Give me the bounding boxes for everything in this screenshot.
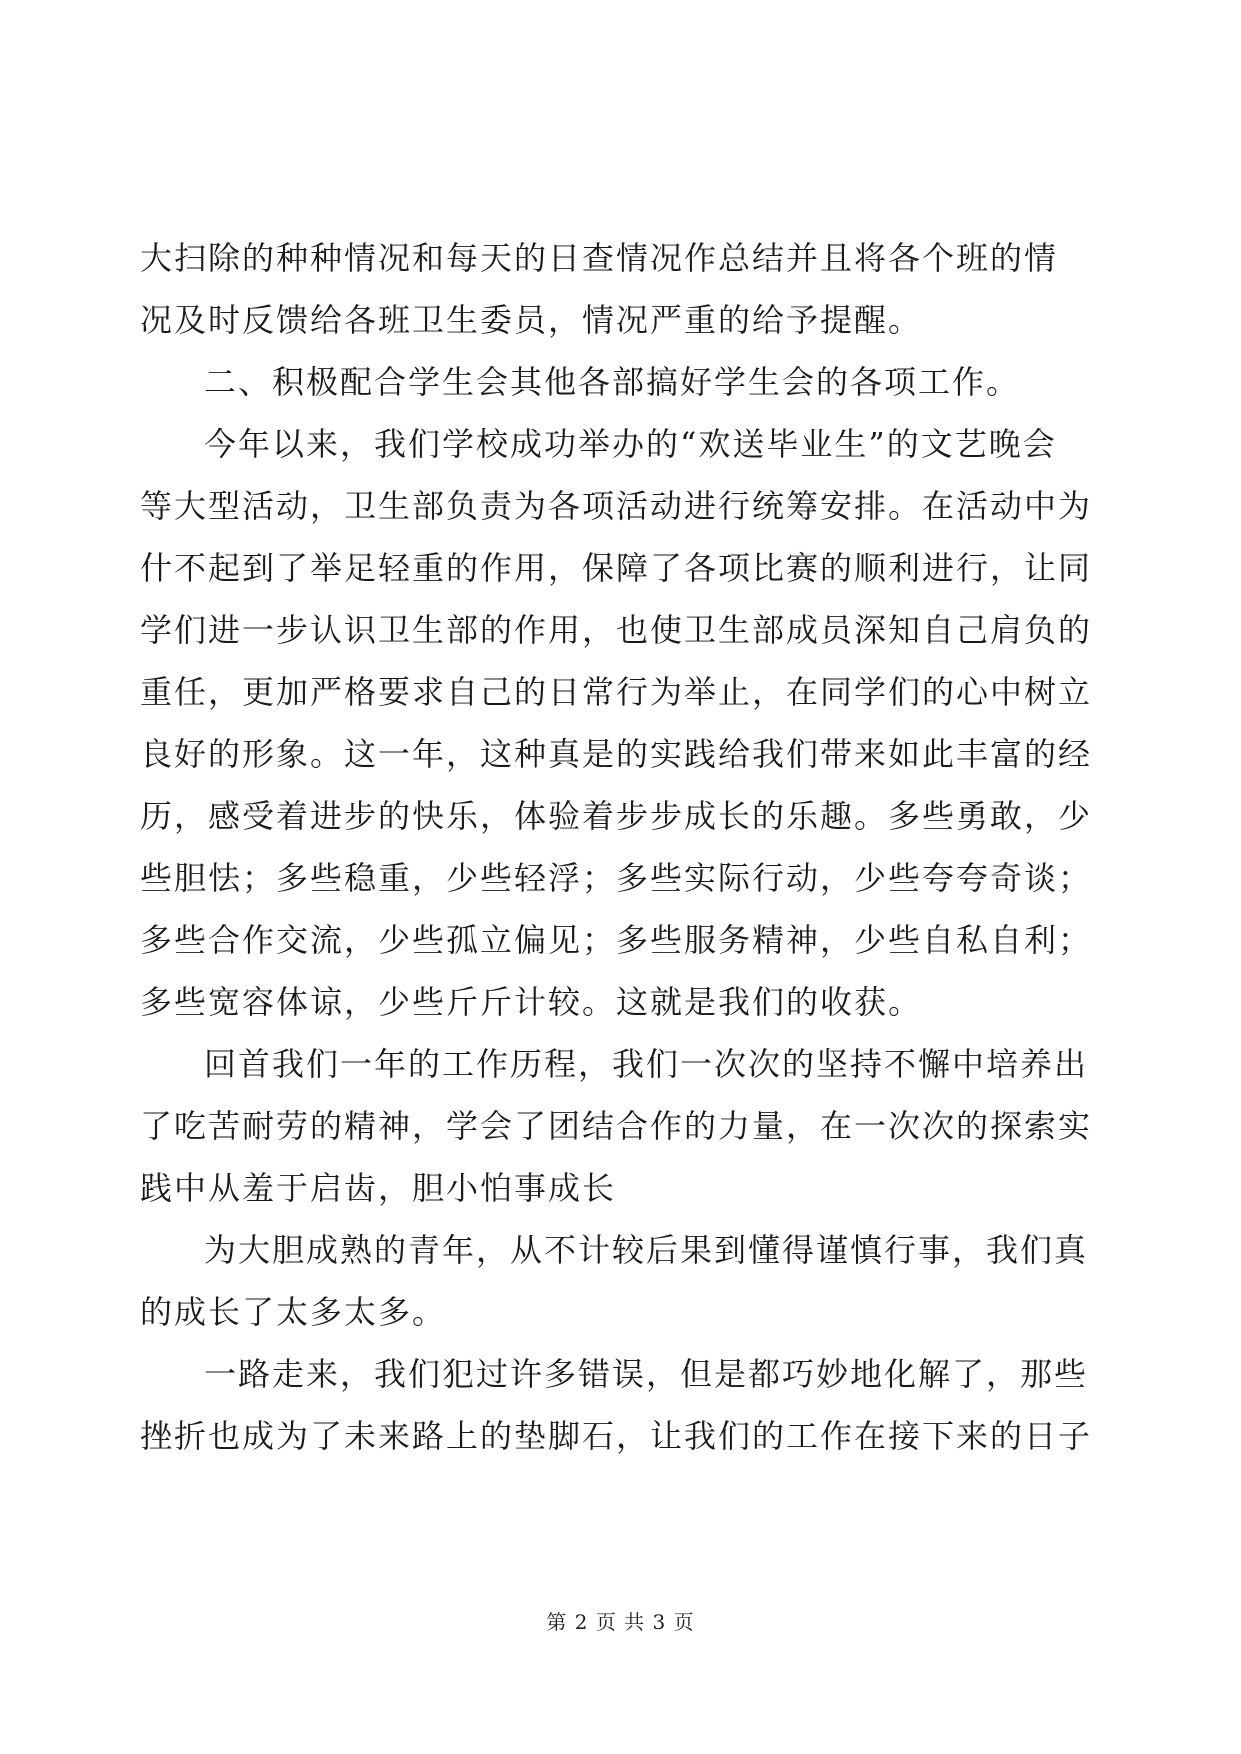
body-text-line: 多些合作交流，少些孤立偏见；多些服务精神，少些自私自利； xyxy=(140,921,1093,959)
body-text-line: 了吃苦耐劳的精神，学会了团结合作的力量，在一次次的探索实 xyxy=(140,1107,1093,1145)
body-text-line: 学们进一步认识卫生部的作用，也使卫生部成员深知自己肩负的 xyxy=(140,611,1093,649)
body-text-line: 践中从羞于启齿，胆小怕事成长 xyxy=(140,1169,617,1207)
body-text-line: 的成长了太多太多。 xyxy=(140,1293,447,1331)
body-text-line: 重任，更加严格要求自己的日常行为举止，在同学们的心中树立 xyxy=(140,673,1093,711)
body-text-line: 一路走来，我们犯过许多错误，但是都巧妙地化解了，那些 xyxy=(204,1355,1089,1393)
body-text-line: 今年以来，我们学校成功举办的“欢送毕业生”的文艺晚会 xyxy=(204,425,1057,463)
body-text-line: 大扫除的种种情况和每天的日查情况作总结并且将各个班的情 xyxy=(140,239,1059,277)
body-text-line: 等大型活动，卫生部负责为各项活动进行统筹安排。在活动中为 xyxy=(140,487,1093,525)
page-footer: 第 2 页 共 3 页 xyxy=(546,1610,695,1634)
body-text-line: 回首我们一年的工作历程，我们一次次的坚持不懈中培养出 xyxy=(204,1045,1089,1083)
body-text-line: 历，感受着进步的快乐，体验着步步成长的乐趣。多些勇敢，少 xyxy=(140,797,1093,835)
body-text-line: 多些宽容体谅，少些斤斤计较。这就是我们的收获。 xyxy=(140,983,923,1021)
body-text-line: 良好的形象。这一年，这种真是的实践给我们带来如此丰富的经 xyxy=(140,735,1093,773)
body-text-line: 什不起到了举足轻重的作用，保障了各项比赛的顺利进行，让同 xyxy=(140,549,1093,587)
body-text-line: 为大胆成熟的青年，从不计较后果到懂得谨慎行事，我们真 xyxy=(204,1231,1089,1269)
body-text-line: 况及时反馈给各班卫生委员，情况严重的给予提醒。 xyxy=(140,301,923,339)
body-text-line: 挫折也成为了未来路上的垫脚石，让我们的工作在接下来的日子 xyxy=(140,1417,1093,1455)
body-text-line: 些胆怯；多些稳重，少些轻浮；多些实际行动，少些夸夸奇谈； xyxy=(140,859,1093,897)
section-heading: 二、积极配合学生会其他各部搞好学生会的各项工作。 xyxy=(204,363,1021,401)
